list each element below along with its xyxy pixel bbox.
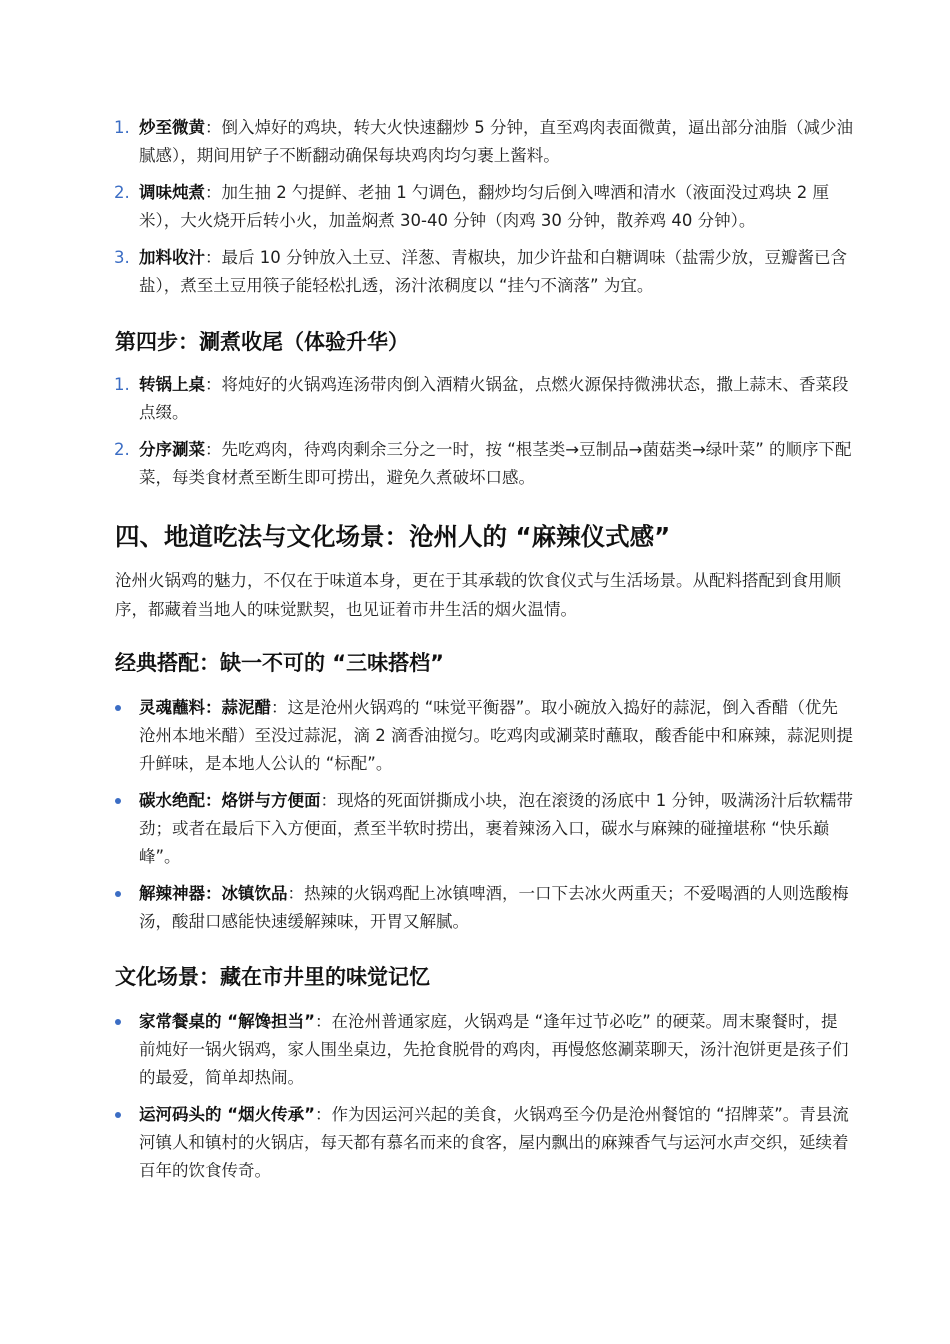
list-number: 1. (114, 375, 130, 394)
classic-heading: 经典搭配：缺一不可的 “三味搭档” (115, 651, 444, 675)
bullet-icon (115, 798, 121, 804)
list-item (0, 114, 950, 170)
section4-heading: 四、地道吃法与文化场景：沧州人的 “麻辣仪式感” (115, 522, 671, 551)
list-item-separator: ： (205, 375, 222, 394)
list-item (0, 1101, 950, 1185)
section4-intro: 沧州火锅鸡的魅力，不仅在于味道本身，更在于其承载的饮食仪式与生活场景。从配料搭配到食用顺序，都藏着当地人的味觉默契，也见证着市井生活的烟火温情。 (115, 571, 841, 619)
list-item-separator: ： (287, 884, 304, 903)
list-number: 2. (114, 440, 130, 459)
list-item-separator: ： (205, 183, 222, 202)
list-item-term: 灵魂蘸料：蒜泥醋 (139, 698, 271, 717)
list-item (0, 436, 950, 492)
list-number: 1. (114, 118, 130, 137)
list-item-text: 作为因运河兴起的美食，火锅鸡至今仍是沧州餐馆的 “招牌菜”。青县流河镇人和镇村的火锅店，每天都有慕名而来的食客，屋内飘出的麻辣香气与运河水声交织，延续着百年的饮食传奇。 (139, 1105, 849, 1180)
list-item-term: 加料收汁 (139, 248, 205, 267)
list-item-text: 将炖好的火锅鸡连汤带肉倒入酒精火锅盆，点燃火源保持微沸状态，撒上蒜末、香菜段点缀。 (139, 375, 849, 422)
list-item-text: 先吃鸡肉，待鸡肉剩余三分之一时，按 “根茎类→豆制品→菌菇类→绿叶菜” 的顺序下配菜，每类食材煮至断生即可捞出，避免久煮破坏口感。 (139, 440, 852, 487)
list-item (0, 371, 950, 427)
list-item-text: 加生抽 2 勺提鲜、老抽 1 勺调色，翻炒均匀后倒入啤酒和清水（液面没过鸡块 2 厘米），大火烧开后转小火，加盖焖煮 30-40 分钟（肉鸡 30 分钟，散养鸡 40 分钟）。 (139, 183, 829, 230)
list-item-separator: ： (271, 698, 288, 717)
bullet-icon (115, 1019, 121, 1025)
list-item-term: 碳水绝配：烙饼与方便面 (139, 791, 321, 810)
list-item (0, 787, 950, 871)
list-item-text: 现烙的死面饼撕成小块，泡在滚烫的汤底中 1 分钟，吸满汤汁后软糯带劲；或者在最后下入方便面，煮至半软时捞出，裹着辣汤入口，碳水与麻辣的碰撞堪称 “快乐巅峰”。 (139, 791, 853, 866)
list-item-term: 家常餐桌的 “解馋担当” (139, 1012, 315, 1031)
list-item-term: 调味炖煮 (139, 183, 205, 202)
list-item-separator: ： (320, 791, 337, 810)
list-item-term: 分序涮菜 (139, 440, 205, 459)
list-item-text: 热辣的火锅鸡配上冰镇啤酒，一口下去冰火两重天；不爱喝酒的人则选酸梅汤，酸甜口感能快速缓解辣味，开胃又解腻。 (139, 884, 849, 931)
bullet-icon (115, 891, 121, 897)
list-number: 2. (114, 183, 130, 202)
list-item-term: 炒至微黄 (139, 118, 205, 137)
culture-heading: 文化场景：藏在市井里的味觉记忆 (115, 965, 430, 989)
list-number: 3. (114, 248, 130, 267)
list-item-separator: ： (205, 248, 222, 267)
list-item (0, 244, 950, 300)
bullet-icon (115, 705, 121, 711)
list-item-text: 这是沧州火锅鸡的 “味觉平衡器”。取小碗放入捣好的蒜泥，倒入香醋（优先沧州本地米醋）至没过蒜泥，滴 2 滴香油搅匀。吃鸡肉或涮菜时蘸取，酸香能中和麻辣，蒜泥则提升鲜味，是本地人公认的 “标配”。 (139, 698, 853, 773)
list-item-text: 在沧州普通家庭，火锅鸡是 “逢年过节必吃” 的硬菜。周末聚餐时，提前炖好一锅火锅鸡，家人围坐桌边，先抢食脱骨的鸡肉，再慢悠悠涮菜聊天，汤汁泡饼更是孩子们的最爱，简单却热闹。 (139, 1012, 849, 1087)
list-item-term: 运河码头的 “烟火传承” (139, 1105, 315, 1124)
list-item (0, 179, 950, 235)
list-item-separator: ： (314, 1105, 332, 1124)
list-item-term: 解辣神器：冰镇饮品 (139, 884, 288, 903)
list-item (0, 1008, 950, 1092)
list-item-text: 最后 10 分钟放入土豆、洋葱、青椒块，加少许盐和白糖调味（盐需少放，豆瓣酱已含盐），煮至土豆用筷子能轻松扎透，汤汁浓稠度以 “挂勺不滴落” 为宜。 (139, 248, 847, 295)
list-item-term: 转锅上桌 (139, 375, 205, 394)
list-item-separator: ： (314, 1012, 332, 1031)
list-item-separator: ： (205, 440, 222, 459)
list-item (0, 694, 950, 778)
list-item (0, 880, 950, 936)
step4-heading: 第四步：涮煮收尾（体验升华） (115, 330, 409, 354)
list-item-text: 倒入焯好的鸡块，转大火快速翻炒 5 分钟，直至鸡肉表面微黄，逼出部分油脂（减少油腻感），期间用铲子不断翻动确保每块鸡肉均匀裹上酱料。 (139, 118, 853, 165)
bullet-icon (115, 1112, 121, 1118)
list-item-separator: ： (205, 118, 222, 137)
